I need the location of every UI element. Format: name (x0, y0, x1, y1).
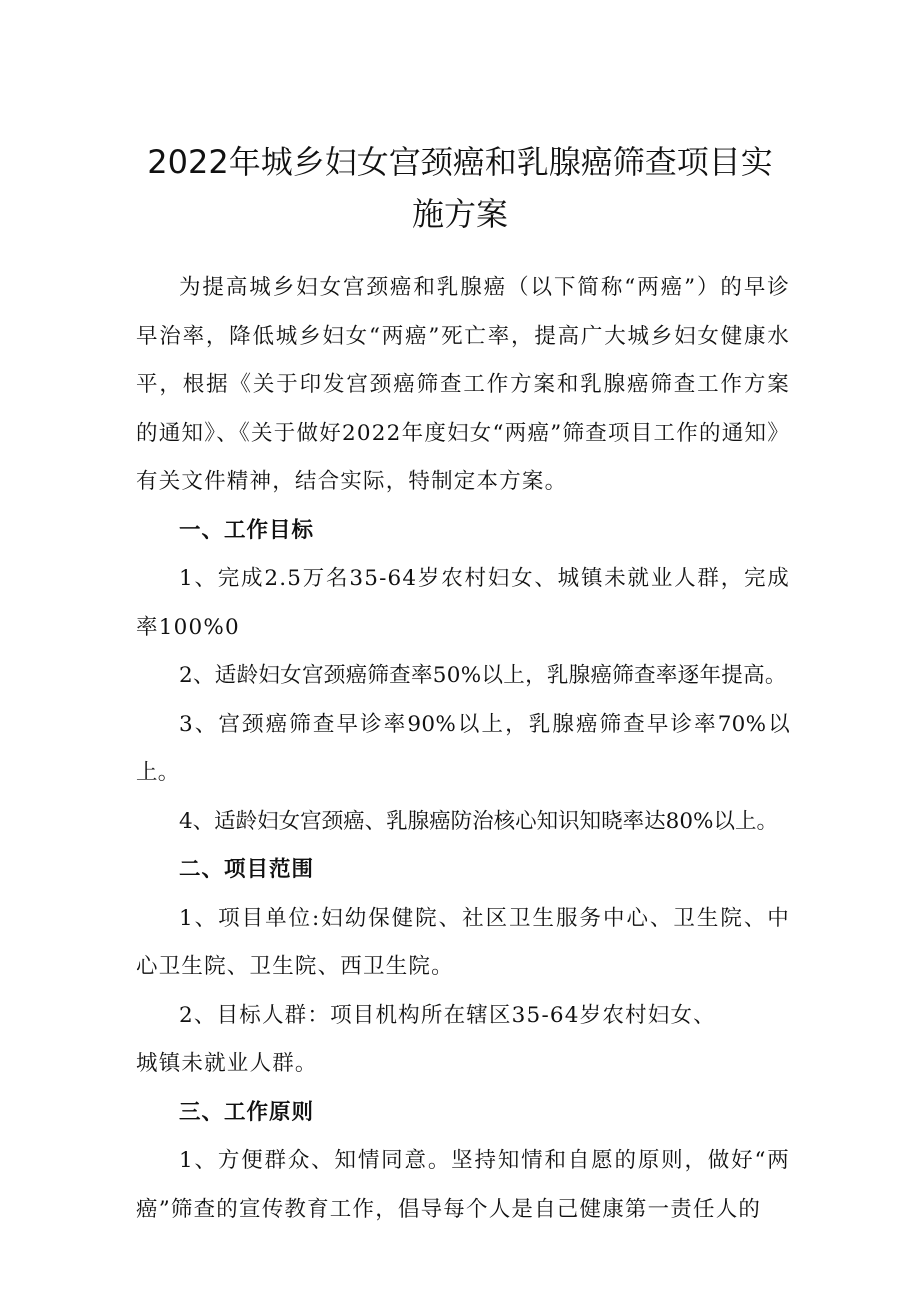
goal-item-3: 3、宫颈癌筛查早诊率90%以上，乳腺癌筛查早诊率70%以上。 (136, 711, 790, 785)
goal-item-2: 2、适龄妇女宫颈癌筛查率50%以上，乳腺癌筛查率逐年提高。 (179, 663, 787, 688)
title-line-2: 施方案 (411, 195, 508, 233)
scope-item-2: 2、目标人群：项目机构所在辖区35-64岁农村妇女、 (179, 1002, 716, 1028)
intro-paragraph: 为提高城乡妇女宫颈癌和乳腺癌（以下简称“两癌”）的早诊早治率，降低城乡妇女“两癌”死亡率，提高广大城乡妇女健康水平，根据《关于印发宫颈癌筛查工作方案和乳腺癌筛查工作方案的通知》、《关于做好2022年度妇女“两癌”筛查项目工作的通知》有关文件精神，结合实际，特制定本方案。 (136, 275, 790, 494)
section-heading-principles: 三、工作原则 (179, 1099, 315, 1125)
scope-item-1: 1、项目单位:妇幼保健院、社区卫生服务中心、卫生院、中心卫生院、卫生院、西卫生院。 (136, 905, 790, 979)
goal-item-4: 4、适龄妇女宫颈癌、乳腺癌防治核心知识知晓率达80%以上。 (179, 808, 778, 834)
goal-item-1: 1、完成2.5万名35-64岁农村妇女、城镇未就业人群，完成率100%0 (136, 566, 790, 640)
document-body (136, 264, 790, 1234)
section-heading-goals: 一、工作目标 (179, 517, 315, 543)
scope-item-2-continued: 城镇未就业人群。 (136, 1051, 318, 1076)
section-heading-scope: 二、项目范围 (179, 857, 315, 882)
document-title (110, 136, 810, 240)
principle-item-1: 1、方便群众、知情同意。坚持知情和自愿的原则，做好“两癌”筛查的宣传教育工作，倡导每个人是自己健康第一责任人的 (136, 1148, 790, 1222)
title-line-1: 2022年城乡妇女宫颈癌和乳腺癌筛查项目实 (147, 143, 773, 181)
